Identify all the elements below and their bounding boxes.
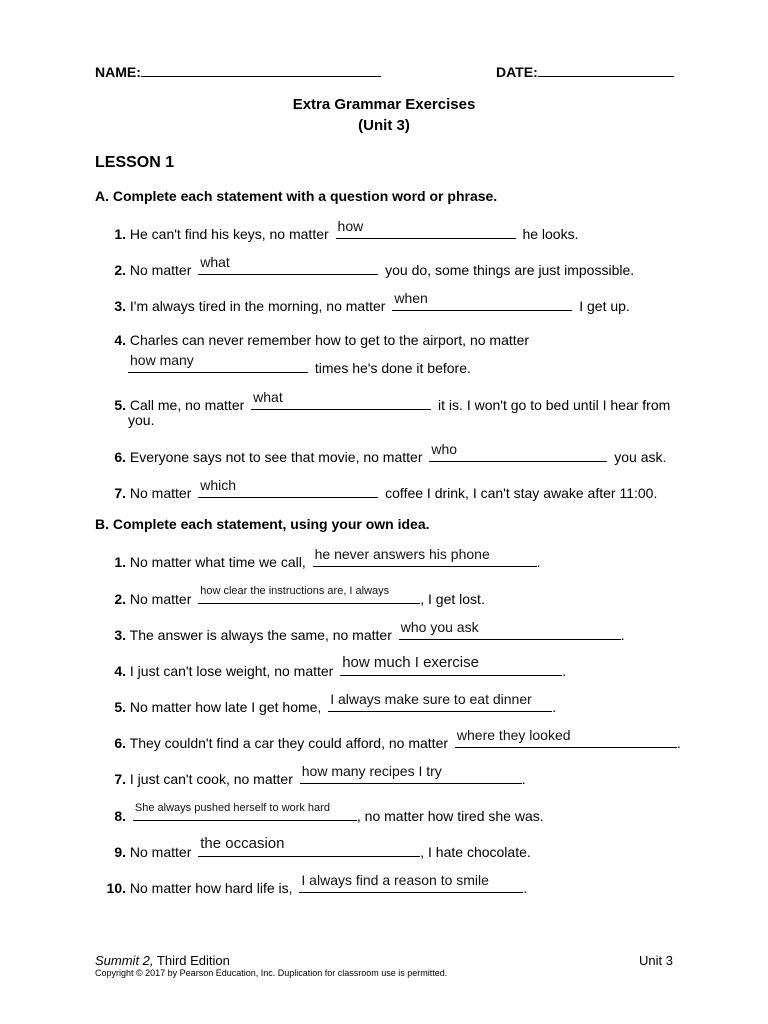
book-edition: Third Edition [156,953,230,968]
answer-blank[interactable] [399,619,621,640]
item-text-after: , I hate chocolate. [420,844,531,860]
handwritten-answer: the occasion [200,835,285,852]
section-a-item-5-continued: you. [128,412,155,428]
handwritten-answer: he never answers his phone [314,546,490,562]
item-text-after: . [620,627,625,643]
name-field [95,62,381,80]
section-b-item-5 [112,691,557,715]
item-text-before: No matter [129,591,192,607]
item-number: 4. [114,332,126,348]
item-text-after: it is. I won't go to bed until I hear from [438,397,671,413]
section-b-item-2 [112,585,485,607]
handwritten-answer: when [394,290,428,306]
answer-blank[interactable] [340,654,562,676]
item-text-before: I'm always tired in the morning, no matter [129,298,386,314]
item-text-before: No matter [129,262,192,278]
item-text-after: . [552,699,557,715]
item-text-after: . [536,554,541,570]
footer-copyright: Copyright © 2017 by Pearson Education, Inc. Duplication for classroom use is permitted. [95,968,448,978]
answer-blank[interactable] [300,763,522,784]
name-blank-line[interactable] [141,62,381,77]
section-b-item-4 [112,654,567,679]
item-text-before: No matter [129,844,192,860]
item-text-before: The answer is always the same, no matter [129,627,392,643]
answer-blank[interactable] [198,254,378,275]
handwritten-answer: who you ask [400,619,479,635]
item-number: 6. [114,449,126,465]
item-text-before: No matter what time we call, [129,554,306,570]
item-text-before: Call me, no matter [129,397,245,413]
item-text-after: I get up. [579,298,630,314]
item-number: 5. [114,699,126,715]
section-b-instruction: B. Complete each statement, using your own idea. [95,516,430,532]
section-a-instruction: A. Complete each statement with a question word or phrase. [95,188,498,204]
handwritten-answer: what [200,254,230,270]
item-text-before: No matter [129,485,192,501]
section-b-item-9 [112,835,531,860]
answer-blank[interactable] [198,835,420,857]
section-b-item-8 [112,802,544,824]
section-a-item-4-continued [125,352,471,376]
item-number: 8. [114,808,126,824]
title-line-1: Extra Grammar Exercises [292,96,476,113]
item-text-before: No matter how hard life is, [129,880,293,896]
answer-blank[interactable] [251,389,431,410]
book-title: Summit 2, [95,953,154,968]
item-number: 10. [106,880,126,896]
date-label: DATE: [496,64,538,80]
handwritten-answer: how clear the instructions are, I always [200,585,390,597]
item-number: 5. [114,397,126,413]
item-number: 3. [114,298,126,314]
section-b-item-6 [112,727,681,751]
item-number: 7. [114,485,126,501]
date-field [496,62,674,80]
title-line-2: (Unit 3) [358,117,410,134]
item-number: 7. [114,771,126,787]
handwritten-answer: which [200,477,237,493]
item-number: 1. [114,226,126,242]
item-text-after: you do, some things are just impossible. [385,262,635,278]
item-text-after: . [521,771,526,787]
answer-blank[interactable] [429,441,607,462]
answer-blank[interactable] [336,218,516,239]
handwritten-answer: She always pushed herself to work hard [134,802,330,814]
item-text-after: times he's done it before. [314,360,471,376]
item-text-before: No matter how late I get home, [129,699,322,715]
handwritten-answer: how much I exercise [342,654,479,671]
answer-blank[interactable] [313,546,537,567]
item-text-after: . [676,735,681,751]
section-a-item-5 [112,389,671,413]
item-text-before: I just can't lose weight, no matter [129,663,334,679]
item-text-after: he looks. [522,226,579,242]
handwritten-answer: how many [130,352,194,368]
footer-book-title [95,953,230,968]
handwritten-answer: I always make sure to eat dinner [330,691,532,707]
name-label: NAME: [95,64,141,80]
date-blank-line[interactable] [538,62,674,77]
item-number: 3. [114,627,126,643]
section-a-item-4 [112,332,529,348]
answer-blank[interactable] [128,352,308,373]
item-text-before: They couldn't find a car they could afford, no matter [129,735,449,751]
handwritten-answer: I always find a reason to smile [301,872,489,888]
section-b-item-3 [112,619,625,643]
section-a-item-7 [112,477,658,501]
handwritten-answer: where they looked [456,727,571,743]
item-number: 1. [114,554,126,570]
item-text-before: Everyone says not to see that movie, no matter [129,449,423,465]
answer-blank[interactable] [133,802,357,821]
item-number: 9. [114,844,126,860]
item-number: 4. [114,663,126,679]
answer-blank[interactable] [299,872,523,893]
section-a-item-3 [112,290,630,314]
item-number: 2. [114,262,126,278]
section-a-item-2 [112,254,635,278]
item-text-after: coffee I drink, I can't stay awake after 11:00. [385,485,658,501]
item-text-after: , I get lost. [420,591,485,607]
item-text-before: I just can't cook, no matter [129,771,293,787]
handwritten-answer: who [431,441,458,457]
answer-blank[interactable] [198,477,378,498]
item-text-after: . [562,663,567,679]
answer-blank[interactable] [198,585,420,604]
section-b-item-7 [112,763,526,787]
handwritten-answer: how many recipes I try [301,763,442,779]
item-text-before: Charles can never remember how to get to the airport, no matter [129,332,530,348]
section-a-item-6 [112,441,667,465]
section-b-item-10 [104,872,528,896]
item-number: 2. [114,591,126,607]
worksheet-title [0,94,768,136]
section-b-item-1 [112,546,541,570]
handwritten-answer: what [253,389,283,405]
section-a-item-1 [112,218,579,242]
answer-blank[interactable] [455,727,677,748]
answer-blank[interactable] [328,691,552,712]
footer-unit: Unit 3 [639,953,673,968]
item-text-after: . [523,880,528,896]
item-number: 6. [114,735,126,751]
lesson-heading: LESSON 1 [95,154,175,171]
handwritten-answer: how [337,218,364,234]
answer-blank[interactable] [392,290,572,311]
item-text-before: He can't find his keys, no matter [129,226,329,242]
item-text-after: you ask. [614,449,667,465]
item-text-after: , no matter how tired she was. [356,808,544,824]
